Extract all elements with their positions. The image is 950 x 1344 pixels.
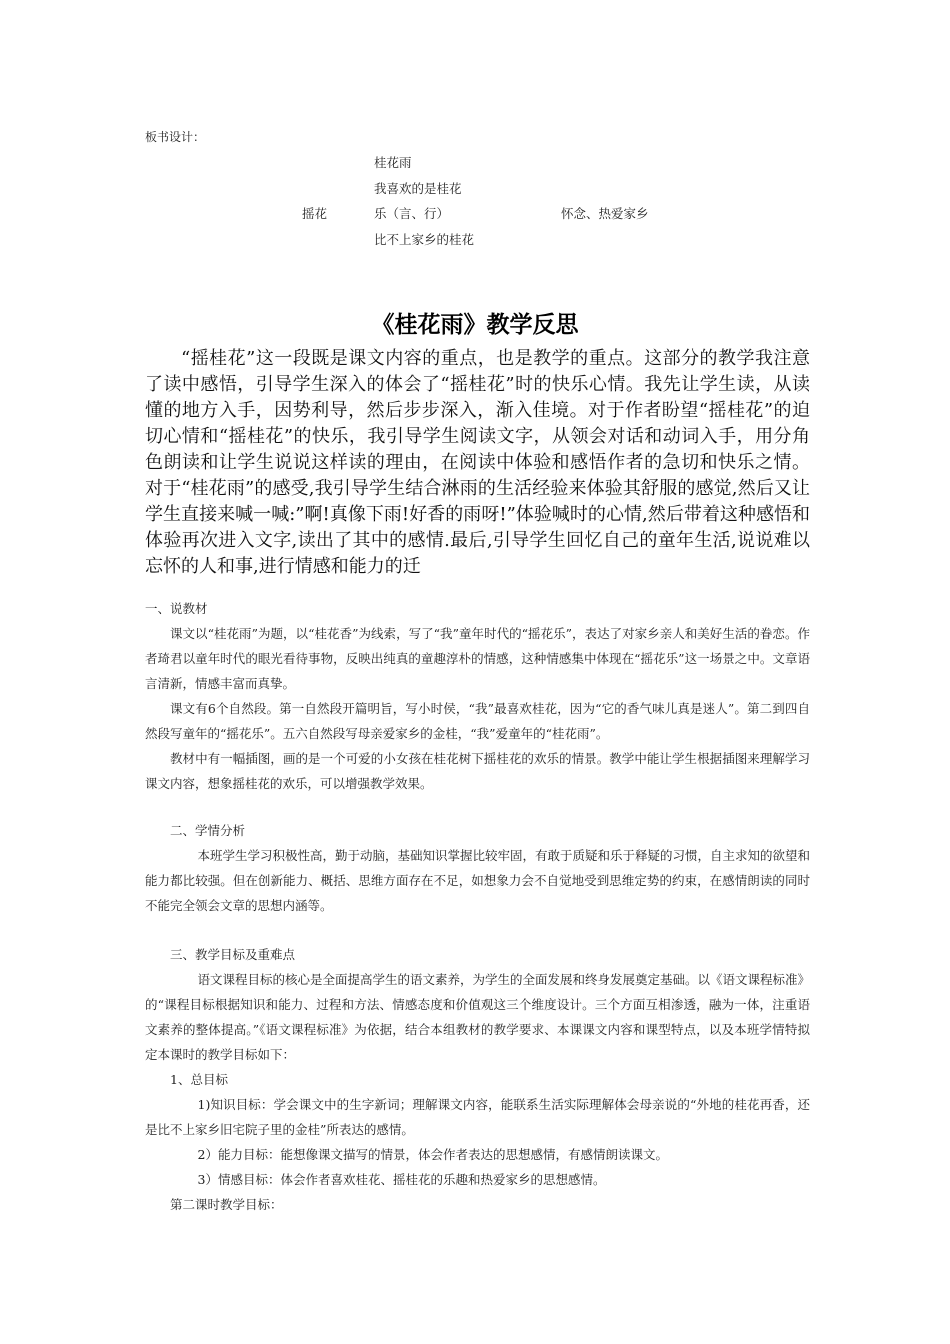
paragraph: 教材中有一幅插图，画的是一个可爱的小女孩在桂花树下摇桂花的欢乐的情景。教学中能让学生根据插图来理解学习课文内容，想象摇桂花的欢乐，可以增强教学效果。: [145, 751, 810, 791]
paragraph: 课文有6个自然段。第一自然段开篇明旨，写小时侯，“我”最喜欢桂花，因为“它的香气味儿真是迷人”。第二到四自然段写童年的“摇花乐”。五六自然段写母亲爱家乡的金桂，“我”爱童年的“桂花雨”。: [145, 701, 810, 741]
goal-knowledge: 1)知识目标：学会课文中的生字新词；理解课文内容，能联系生活实际理解体会母亲说的“外地的桂花再香，还是比不上家乡旧宅院子里的金桂”所表达的感情。: [145, 1097, 810, 1137]
section-textbook: [145, 596, 810, 796]
paragraph: 语文课程目标的核心是全面提高学生的语文素养，为学生的全面发展和终身发展奠定基础。以《语文课程标准》的“课程目标根据知识和能力、过程和方法、情感态度和价值观这三个维度设计。三个方面互相渗透，融为一体，注重语文素养的整体提高。”《语文课程标准》为依据，结合本组教材的教学要求、本课课文内容和课型特点，以及本班学情特拟定本课时的教学目标如下：: [145, 972, 811, 1062]
board-line-3: 乐（言、行）: [374, 206, 450, 221]
board-design-label: 板书设计：: [145, 130, 206, 144]
sub-heading: 1、总目标: [170, 1072, 228, 1087]
board-left-label: 摇花: [302, 206, 328, 221]
section-heading: 一、说教材: [145, 601, 208, 616]
paragraph: 本班学生学习积极性高，勤于动脑，基础知识掌握比较牢固，有敢于质疑和乐于释疑的习惯，自主求知的欲望和能力都比较强。但在创新能力、概括、思维方面存在不足，如想象力会不自觉地受到思维定势的约束，在感情朗读的同时不能完全领会文章的思想内涵等。: [145, 848, 811, 913]
section-heading: 二、学情分析: [170, 823, 246, 838]
section-student-analysis: [145, 818, 810, 918]
board-line-title: 桂花雨: [374, 155, 412, 170]
reflection-paragraph: “摇桂花”这一段既是课文内容的重点，也是教学的重点。这部分的教学我注意了读中感悟，引导学生深入的体会了“摇桂花”时的快乐心情。我先让学生读，从读懂的地方入手，因势利导，然后步步深入，渐入佳境。对于作者盼望“摇桂花”的迫切心情和“摇桂花”的快乐，我引导学生阅读文字，从领会对话和动词入手，用分角色朗读和让学生说说这样读的理由，在阅读中体验和感悟作者的急切和快乐之情。对于“桂花雨”的感受,我引导学生结合淋雨的生活经验来体验其舒服的感觉,然后又让学生直接来喊一喊:”啊!真像下雨!好香的雨呀!”体验喊时的心情,然后带着这种感悟和体验再次进入文字,读出了其中的感情.最后,引导学生回忆自己的童年生活,说说难以忘怀的人和事,进行情感和能力的迁: [145, 348, 810, 577]
goal-emotion: 3）情感目标：体会作者喜欢桂花、摇桂花的乐趣和热爱家乡的思想感情。: [197, 1172, 606, 1187]
board-line-4: 比不上家乡的桂花: [374, 232, 475, 247]
reflection-title: 《桂花雨》教学反思: [371, 312, 579, 338]
paragraph: 课文以“桂花雨”为题，以“桂花香”为线索，写了“我”童年时代的“摇花乐”，表达了对家乡亲人和美好生活的眷恋。作者琦君以童年时代的眼光看待事物，反映出纯真的童趣淳朴的情感，这种情感集中体现在“摇花乐”这一场景之中。文章语言清新，情感丰富而真挚。: [145, 626, 810, 691]
board-right-label: 怀念、热爱家乡: [561, 206, 649, 221]
reflection-body: [145, 346, 810, 580]
board-line-2: 我喜欢的是桂花: [374, 181, 462, 196]
section-heading: 三、教学目标及重难点: [170, 947, 296, 962]
section-teaching-goals: [145, 942, 810, 1217]
goal-ability: 2）能力目标：能想像课文描写的情景，体会作者表达的思想感情，有感情朗读课文。: [197, 1147, 668, 1162]
second-lesson-goals-heading: 第二课时教学目标：: [170, 1197, 283, 1212]
